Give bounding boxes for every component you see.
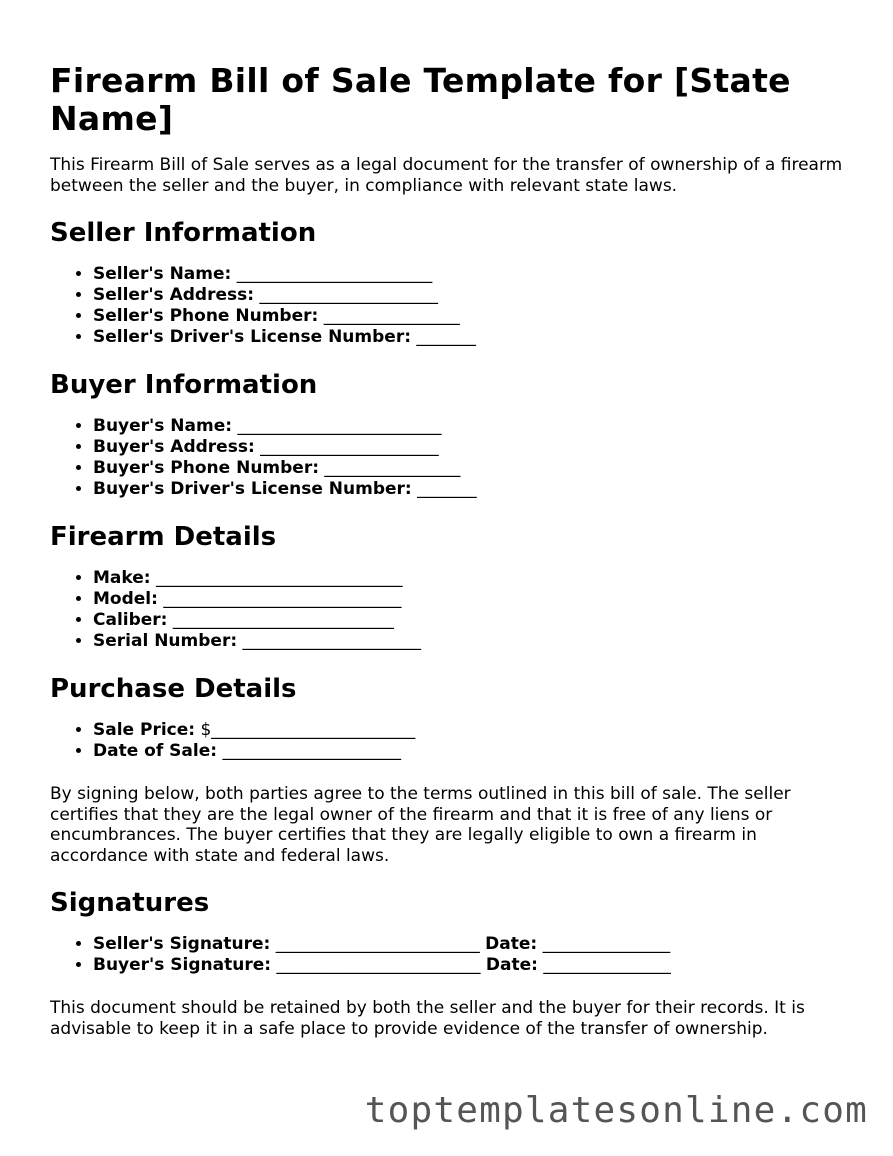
field-label: Buyer's Driver's License Number: [93, 479, 412, 499]
list-item [93, 631, 850, 652]
list-item [93, 934, 850, 955]
buyer-heading: Buyer Information [50, 370, 318, 400]
signatures-heading: Signatures [50, 888, 210, 918]
list-item [93, 458, 850, 479]
blank-line: _____________________________ [155, 568, 403, 588]
date-label: Date: [485, 934, 538, 954]
blank-line: ________________ [324, 458, 461, 478]
blank-line: ________________ [323, 306, 460, 326]
seller-list [50, 264, 850, 348]
blank-line: _______________ [542, 934, 671, 954]
list-item [93, 437, 850, 458]
list-item [93, 568, 850, 589]
agreement-paragraph: By signing below, both parties agree to the terms outlined in this bill of sale. The seller certifies that they are the legal owner of the firearm and that it is free of any liens or encumbrances. The buyer certifies that they are legally eligible to own a firearm in accordance with state and federal laws. [50, 784, 791, 866]
field-label: Seller's Address: [93, 285, 255, 305]
list-item [93, 416, 850, 437]
blank-line: _____________________ [242, 631, 422, 651]
document-title: Firearm Bill of Sale Template for [State Name] [50, 61, 791, 138]
list-item [93, 327, 850, 348]
intro-paragraph: This Firearm Bill of Sale serves as a legal document for the transfer of ownership of a firearm between the seller and the buyer, in compliance with relevant state laws. [50, 155, 843, 196]
blank-line: ________________________ [237, 416, 442, 436]
list-item [93, 955, 850, 976]
purchase-list [50, 720, 850, 762]
watermark: toptemplatesonline.com [364, 1090, 868, 1131]
document [50, 62, 850, 1039]
blank-line: ____________________________ [163, 589, 402, 609]
field-label: Seller's Signature: [93, 934, 271, 954]
blank-line: ________________________ [276, 955, 481, 975]
blank-line: _______________________ [236, 264, 433, 284]
field-label: Caliber: [93, 610, 168, 630]
list-item [93, 589, 850, 610]
field-label: Serial Number: [93, 631, 238, 651]
list-item [93, 610, 850, 631]
blank-line: $________________________ [200, 720, 416, 740]
field-label: Buyer's Name: [93, 416, 233, 436]
blank-line: _____________________ [222, 741, 401, 761]
buyer-list [50, 416, 850, 500]
list-item [93, 720, 850, 741]
blank-line: _______ [416, 327, 476, 347]
list-item [93, 306, 850, 327]
firearm-list [50, 568, 850, 652]
date-label: Date: [485, 955, 538, 975]
field-label: Make: [93, 568, 151, 588]
field-label: Sale Price: [93, 720, 196, 740]
field-label: Buyer's Signature: [93, 955, 272, 975]
field-label: Model: [93, 589, 158, 609]
field-label: Date of Sale: [93, 741, 218, 761]
list-item [93, 741, 850, 762]
list-item [93, 285, 850, 306]
list-item [93, 479, 850, 500]
field-label: Buyer's Phone Number: [93, 458, 320, 478]
firearm-heading: Firearm Details [50, 522, 277, 552]
purchase-heading: Purchase Details [50, 674, 297, 704]
blank-line: _______________ [543, 955, 671, 975]
signatures-list [50, 934, 850, 976]
field-label: Seller's Driver's License Number: [93, 327, 412, 347]
blank-line: _______ [417, 479, 477, 499]
blank-line: _____________________ [260, 437, 439, 457]
field-label: Buyer's Address: [93, 437, 255, 457]
list-item [93, 264, 850, 285]
blank-line: __________________________ [172, 610, 394, 630]
field-label: Seller's Phone Number: [93, 306, 319, 326]
blank-line: ________________________ [275, 934, 480, 954]
seller-heading: Seller Information [50, 218, 317, 248]
blank-line: _____________________ [259, 285, 438, 305]
closing-paragraph: This document should be retained by both the seller and the buyer for their records. It is advisable to keep it in a safe place to provide evidence of the transfer of ownership. [50, 998, 805, 1039]
field-label: Seller's Name: [93, 264, 232, 284]
